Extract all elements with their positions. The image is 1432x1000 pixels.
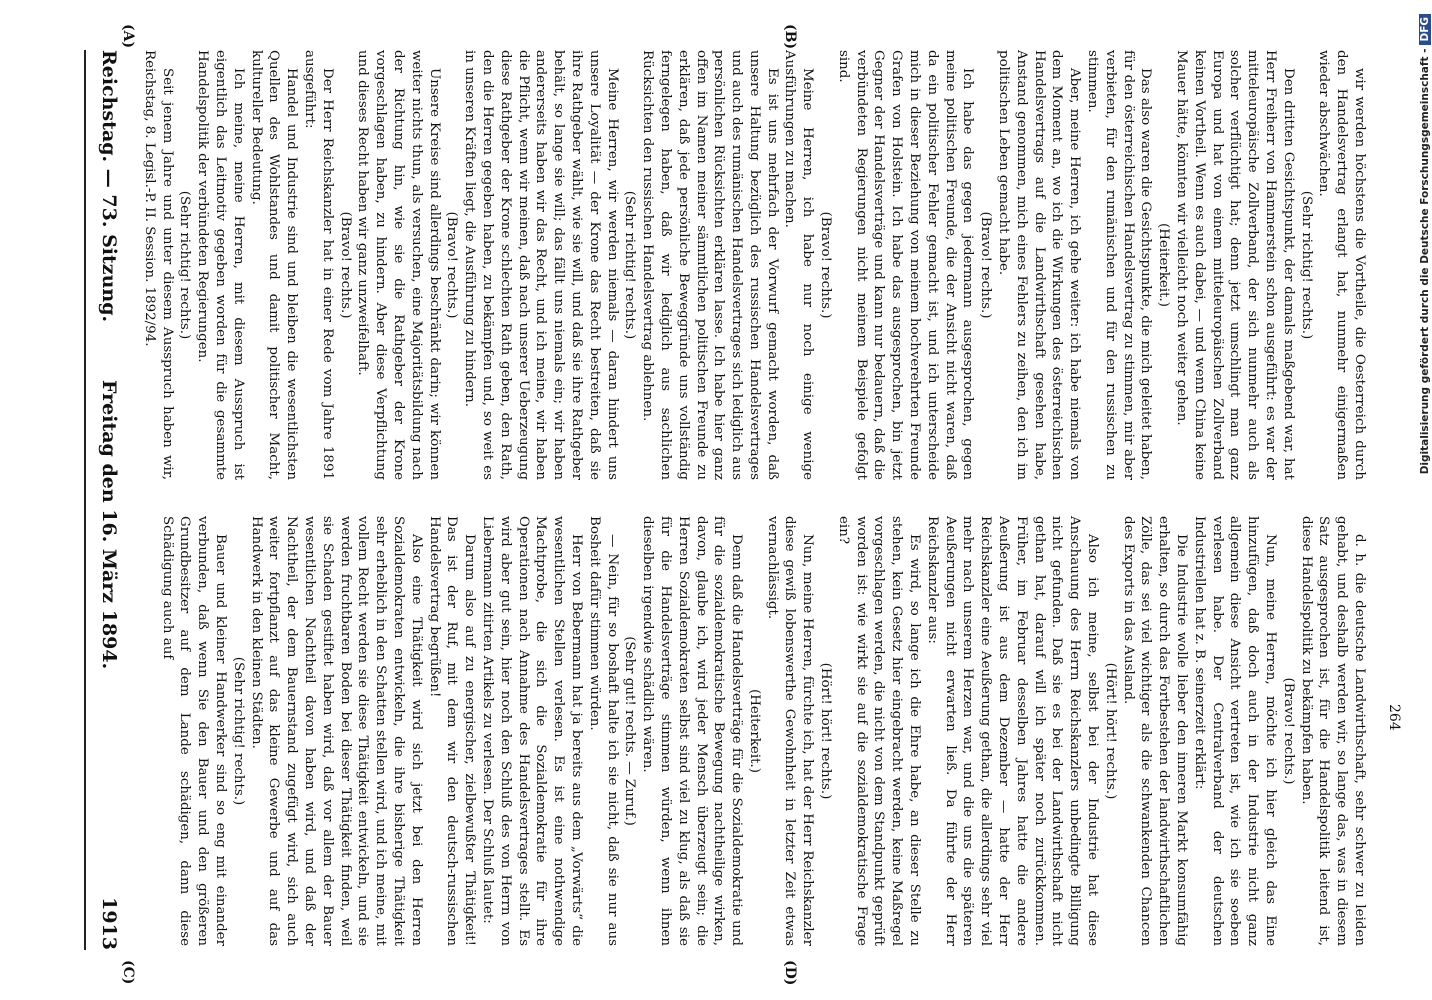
paragraph: (Sehr gut! rechts. — Zuruf.) xyxy=(622,636,638,826)
margin-mark-d: (D) xyxy=(782,960,798,986)
paragraph: Den dritten Gesichtspunkt, der damals maßgebend war, hat Herr Freiherr von Hammerstein schon ausgeführt: es war der mitteleuropäische Zollverband, der sich nunmehr auch als solcher verflüchtigt hat; denn jetzt umschlingt man ganz Europa und hat von einem mitteleuropäischen Zollverband keinen Vortheil. Wenn es auch dabei, — und wenn China keine Mauer hätte, könnten wir vielleicht noch weiter gehen. xyxy=(1174,50,1296,480)
paragraph: Aber, meine Herren, ich gehe weiter: ich habe niemals von dem Moment an, wo ich die Wirkungen des österreichischen Handelsvertrags auf die Landwirthschaft gesehen habe, Anstand genommen, mich eines Fehlers zu zeihen, den ich im politischen Leben gemacht habe. xyxy=(996,50,1083,480)
paragraph: Denn daß die Handelsverträge für die Sozialdemokratie und für die sozialdemokratische Bewegung nachtheilige wirken, davon, glaube ich, wird jeder Mensch überzeugt sein; die Herren Sozialdemokraten selbst sind viel zu klug, als daß sie für die Handelsverträge stimmen würden, wenn ihnen dieselben irgendwie schädlich wären. xyxy=(640,516,745,946)
paragraph: Herr von Bebermann hat ja bereits aus dem „Vorwärts“ die wesentlichen Stellen verlesen. Es ist eine nothwendige Machtprobe, die sich die Sozialdemokratie für ihre Operationen nach Annahme des Handelsvertrages stellt. Es wird aber gut sein, hier noch den Schluß des von Herrn von Liebermann zitirten Artikels zu verlesen. Der Schluß lautet: xyxy=(479,516,584,946)
paragraph: — Nein, für so boshaft halte ich sie nicht, daß sie nur aus Bosheit dafür stimmen würden. xyxy=(586,516,620,946)
paragraph: Es ist uns mehrfach der Vorwurf gemacht worden, daß unsere Haltung bezüglich des russischen Handelsvertrages und auch des rumänischen Handelsvertrages sich lediglich aus persönlichen Rücksichten erklären lasse. Ich habe hier ganz offen im Namen meiner sämmtlichen politischen Freunde zu erklären, daß jede persönliche Beweggründe uns vollständig ferngelegen haben, daß wir lediglich aus sachlichen Rücksichten den russischen Handelsvertrag ablehnen. xyxy=(640,50,780,480)
paragraph: (Bravo! rechts.) xyxy=(818,211,834,319)
paragraph: Handel und Industrie sind und bleiben die wesentlichsten Quellen des Wohlstandes und damit politischer Macht, kultureller Bedeutung. xyxy=(248,50,300,480)
margin-mark-a: (A) xyxy=(120,24,136,49)
header-page-number: 1913 xyxy=(98,897,120,950)
digitization-sidebar xyxy=(1418,14,1432,998)
paragraph: Unsere Kreise sind allerdings beschränkt darin; wir können weiter nichts thun, als versuchen, eine Majoritätsbildung nach der Richtung hin, wie sie die Rathgeber der Krone vorgeschlagen haben, zu hindern. Aber diese Verpflichtung und dieses Recht haben wir ganz unzweifelhaft. xyxy=(355,50,442,480)
paragraph: Darum also auf zu energischer, zielbewußter Thätigkeit! Das ist der Ruf, mit dem wir den deutsch-russischen Handelsvertrag begrüßen! xyxy=(426,516,478,946)
paragraph: wir werden höchstens die Vortheile, die Oesterreich durch den Handelsvertrag erlangt hat, nunmehr einigermaßen wieder abschwächen. xyxy=(1316,50,1367,480)
header-rule xyxy=(84,50,86,950)
margin-mark-c: (C) xyxy=(120,960,136,985)
digitization-note xyxy=(1419,14,1432,994)
left-column xyxy=(133,50,1368,480)
dfg-logo: DFG xyxy=(1419,14,1431,45)
paragraph: (Bravo! rechts.) xyxy=(337,211,353,319)
paragraph: (Bravo! rechts.) xyxy=(444,211,460,319)
paragraph: (Hört! hört! rechts.) xyxy=(1102,662,1118,800)
bottom-page-number: 264 xyxy=(1386,704,1402,731)
paragraph: Die Industrie wolle lieber den inneren Markt konsumfähig erhalten, so durch das Fortbestehen der landwirthschaftlichen Zölle, das sei viel wichtiger als die schwankenden Chancen des Exports in das Ausland. xyxy=(1120,516,1190,946)
paragraph: Nun, meine Herren, fürchte ich, hat der Herr Reichskanzler diese gewiß lobenswerthe Gewohnheit in letzter Zeit etwas vernachlässigt. xyxy=(764,516,816,946)
paragraph: (Heiterkeit.) xyxy=(1156,223,1172,307)
paragraph: Ich meine, meine Herren, mit diesem Ausspruch ist eigentlich das Leitmotiv gegeben worden für die gesammte Handelspolitik der verbündeten Regierungen. xyxy=(195,50,246,480)
paragraph: Also ich meine, selbst bei der Industrie hat diese Anschauung des Herrn Reichskanzlers unbedingte Billigung nicht gefunden. Daß sie es bei der Landwirthschaft nicht gethan hat, darauf will ich später noch zurückkommen. Früher, im Februar desselben Jahres hatte die andere Aeußerung ist aus dem Dezember — hatte der Herr Reichskanzler eine Aeußerung gethan, die allerdings sehr viel mehr nach unserem Herzen war, und die uns die späteren Aeußerungen nicht erwarten ließ. Da führte der Herr Reichskanzler aus: xyxy=(924,516,1101,946)
paragraph: Nun, meine Herren, möchte ich hier gleich das Eine hinzufügen, daß doch auch in der Industrie nicht ganz allgemein diese Ansicht vertreten ist, wie ich sie soeben verlesen habe. Der Centralverband der deutschen Industriellen hat z. B. seinerzeit erklärt: xyxy=(1191,516,1279,946)
paragraph: (Sehr richtig! rechts.) xyxy=(1298,190,1314,340)
paragraph: Das also waren die Gesichtspunkte, die mich geleitet haben, für den österreichischen Handelsvertrag zu stimmen, mir aber verbieten, für den rumänischen und für den russischen zu stimmen. xyxy=(1085,50,1154,480)
paragraph: Also eine Thätigkeit wird sich jetzt bei den Herren Sozialdemokraten entwickeln, die ihre bisherige Thätigkeit sehr erheblich in den Schatten stellen wird, und ich meine, mit vollem Recht werden sie diese Thätigkeit entwickeln, und sie werden fruchtbaren Boden bei dieser Thätigkeit finden, weil sie Schaden gestiftet haben wird, daß vor allem der Bauer wesentlichen Nachtheil davon haben wird, und daß der Nachtheil, der dem Bauernstand zugefügt wird, sich auch weiter fortpflanzt auf das kleine Gewerbe und auf das Handwerk in den kleinen Städten. xyxy=(248,516,424,946)
paragraph: d. h. die deutsche Landwirthschaft, sehr schwer zu leiden gehabt, und deshalb werden wir, so lange das, was in diesem Satz ausgesprochen ist, für die Handelspolitik leitend ist, diese Handelspolitik zu bekämpfen haben. xyxy=(1298,516,1367,946)
paragraph: Meine Herren, ich habe nur noch einige wenige Ausführungen zu machen. xyxy=(782,50,816,480)
paragraph: (Heiterkeit.) xyxy=(746,689,762,773)
digitization-text: Digitalisierung gefördert durch die Deutsche Forschungsgemeinschaft - xyxy=(1419,48,1431,475)
paragraph: Ich habe das gegen jedermann ausgesprochen, gegen meine politischen Freunde, die der Ansicht nicht waren, daß da ein politischer Fehler gemacht ist, und ich unterscheide mich in dieser Beziehung von meinem hochverehrten Freunde Grafen von Holstein. Ich habe das ausgesprochen, bin jetzt Gegner der Handelsverträge und kann nur bedauern, daß die verbündeten Regierungen nicht meinem Beispiele gefolgt sind. xyxy=(835,50,976,480)
paragraph: Bauer und kleiner Handwerker sind so eng mit einander verbunden, daß wenn Sie den Bauer und den größeren Grundbesitzer auf dem Lande schädigen, dann diese Schädigung auch auf xyxy=(159,516,228,946)
paragraph: Meine Herren, wir werden niemals — daran hindert uns unsere Loyalität — der Krone das Recht bestreiten, daß sie ihre Rathgeber wählt, wie sie will, und daß sie ihre Rathgeber behält, so lange sie will; das fällt uns niemals ein; wir haben andererseits haben wir das Recht, und ich meine, wir haben die Pflicht, wenn wir meinen, daß nach unserer Ueberzeugung diese Rathgeber der Krone schlechten Rath geben, den Rath, den die Herren gegeben haben, zu bekämpfen und, so weit es in unseren Kräften liegt, die Ausführung zu hindern. xyxy=(462,50,620,480)
header-center: Freitag den 16. März 1894. xyxy=(98,380,120,670)
paragraph: Seit jenem Jahre und unter diesem Ausspruch haben wir, Reichstag, 8. Legisl.-P. II. Session. 1892/94. xyxy=(141,50,175,480)
paragraph: (Sehr richtig! rechts.) xyxy=(177,190,193,340)
paragraph: (Bravo! rechts.) xyxy=(978,211,994,319)
running-header xyxy=(84,50,120,950)
header-left: Reichstag. — 73. Sitzung. xyxy=(98,50,120,323)
paragraph: (Sehr richtig! rechts.) xyxy=(230,656,246,806)
paragraph: (Hört! hört! rechts.) xyxy=(818,662,834,800)
paragraph: (Bravo! rechts.) xyxy=(1280,677,1296,785)
right-column xyxy=(133,516,1368,946)
margin-mark-b: (B) xyxy=(782,24,798,50)
paragraph: (Sehr richtig! rechts.) xyxy=(622,190,638,340)
paragraph: Der Herr Reichskanzler hat in einer Rede vom Jahre 1891 ausgeführt: xyxy=(301,50,335,480)
paragraph: Es wird, so lange ich die Ehre habe, an dieser Stelle zu stehen, kein Gesetz hier eingebracht werden, keine Maßregel vorgeschlagen werden, die nicht von dem Standpunkt geprüft worden ist: wie wirkt sie auf die sozialdemokratische Frage ein? xyxy=(835,516,923,946)
